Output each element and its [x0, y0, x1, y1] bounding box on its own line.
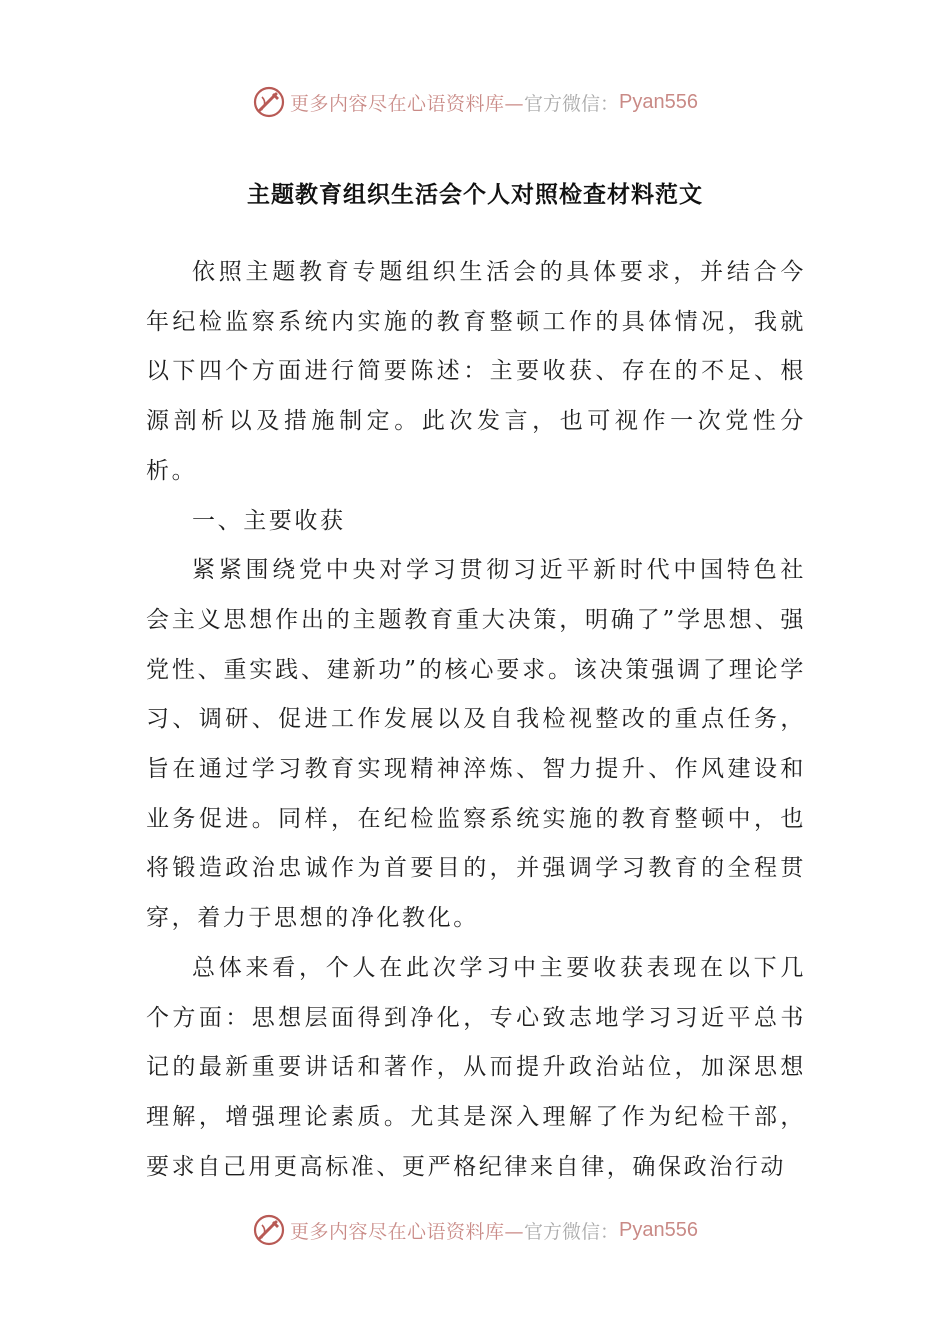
paragraph-decision: 紧紧围绕党中央对学习贯彻习近平新时代中国特色社会主义思想作出的主题教育重大决策，明确了”学思想、强党性、重实践、建新功”的核心要求。该决策强调了理论学习、调研、促进工作发展以及自我检视整改的重点任务，旨在通过学习教育实现精神淬炼、智力提升、作风建设和业务促进。同样，在纪检监察系统实施的教育整顿中，也将锻造政治忠诚作为首要目的，并强调学习教育的全程贯穿，着力于思想的净化教化。 [146, 557, 806, 932]
document-title: 主题教育组织生活会个人对照检查材料范文 [247, 182, 703, 208]
banner-wechat-id: Pyan556 [619, 90, 698, 113]
footer-watermark-banner [0, 1210, 950, 1250]
banner-text: 更多内容尽在心语资料库— [290, 92, 525, 115]
paragraph-summary: 总体来看，个人在此次学习中主要收获表现在以下几个方面：思想层面得到净化，专心致志地学习习近平总书记的最新重要讲话和著作，从而提升政治站位，加深思想理解，增强理论素质。尤其是深入理解了作为纪检干部，要求自己用更高标准、更严格纪律来自律，确保政治行动 [146, 954, 806, 1180]
section-heading: 一、主要收获 [192, 507, 346, 534]
banner-wechat-id: Pyan556 [619, 1218, 698, 1241]
pen-seal-logo-icon [252, 85, 286, 119]
pen-seal-logo-icon [252, 1213, 286, 1247]
paragraph-intro: 依照主题教育专题组织生活会的具体要求，并结合今年纪检监察系统内实施的教育整顿工作的具体情况，我就以下四个方面进行简要陈述：主要收获、存在的不足、根源剖析以及措施制定。此次发言，也可视作一次党性分析。 [146, 259, 806, 484]
banner-text: 更多内容尽在心语资料库— [290, 1220, 525, 1243]
document-body [146, 248, 806, 1192]
banner-wechat-label: 官方微信： [524, 92, 620, 115]
header-watermark-banner [0, 82, 950, 122]
banner-wechat-label: 官方微信： [524, 1220, 620, 1243]
